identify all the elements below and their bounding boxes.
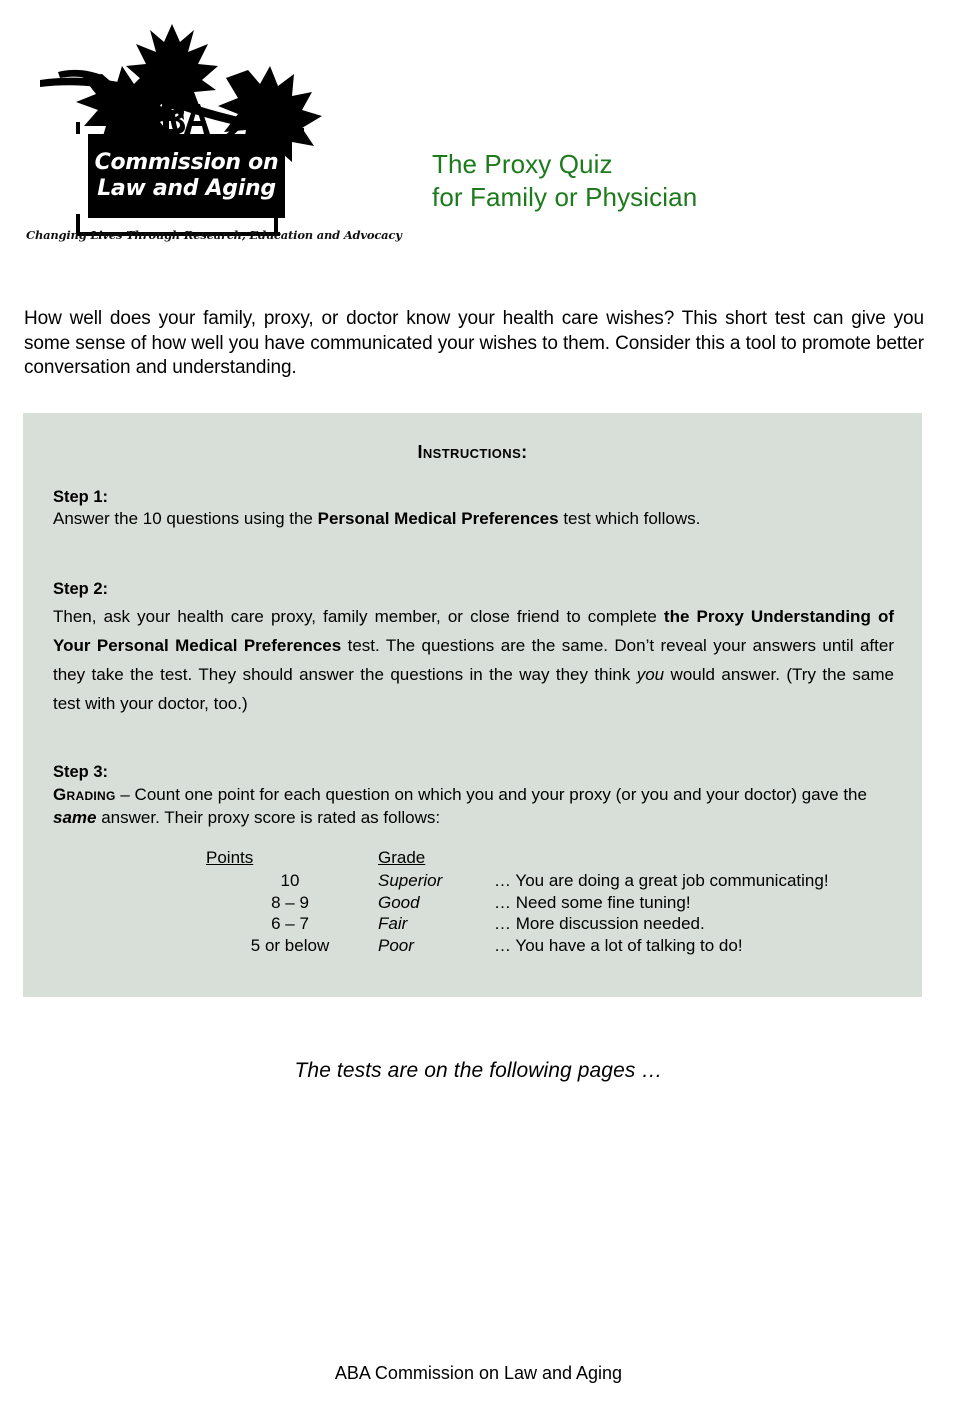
table-row (202, 892, 829, 914)
table-row (202, 913, 829, 935)
step-1-body (53, 508, 894, 530)
intro-paragraph: How well does your family, proxy, or doctor know your health care wishes? This short test can give you some sense of how well you have communicated your wishes to them. Consider this a tool to promote better conversation and understanding. (24, 308, 924, 378)
table-header-row (202, 847, 829, 870)
step-2-body (53, 602, 894, 718)
page-title (432, 148, 697, 214)
page-footer: ABA Commission on Law and Aging (334, 1363, 623, 1383)
table-row (202, 935, 829, 957)
step-3-text-bold-italic: same (53, 808, 97, 827)
table-row (202, 870, 829, 892)
step-2-text-part-1: Then, ask your health care proxy, family member, or close friend to complete (53, 607, 664, 626)
cell-grade: Poor (378, 936, 414, 956)
aba-logo (12, 8, 402, 246)
closing-note: The tests are on the following pages … (294, 1059, 663, 1082)
step-2-label: Step 2: (53, 580, 109, 598)
step-2-text-part-2: test. The questions are the same. Don’t reveal your answers until after they take the test. They should answer the questions in the way they think (53, 636, 894, 684)
step-3-text-part-2: answer. Their proxy score is rated as follows: (96, 808, 441, 827)
step-1-text-before: Answer the 10 questions using the (53, 509, 318, 528)
step-1-label: Step 1: (53, 488, 109, 506)
logo-name-line-1: Commission on (94, 150, 279, 175)
instruction-step-2 (53, 579, 894, 718)
page-title-line-1: The Proxy Quiz (432, 149, 613, 179)
instructions-panel (23, 413, 922, 997)
cell-note: … Need some fine tuning! (494, 892, 691, 912)
cell-grade: Good (378, 892, 420, 912)
logo-name-line-2: Law and Aging (97, 176, 276, 201)
step-3-text-part-1: – Count one point for each question on which you and your proxy (or you and your doctor) gave the (115, 785, 867, 804)
step-1-text-after: test which follows. (558, 509, 701, 528)
cell-points: 10 (280, 870, 300, 890)
step-3-label: Step 3: (53, 763, 109, 781)
page-title-line-2: for Family or Physician (432, 182, 698, 212)
step-2-text-italic: you (636, 665, 665, 684)
column-header-grade: Grade (378, 848, 426, 867)
cell-note: … You are doing a great job communicating! (494, 870, 829, 890)
step-1-text-bold: Personal Medical Preferences (317, 509, 559, 528)
cell-note: … More discussion needed. (494, 914, 705, 934)
grading-score-table (202, 847, 829, 957)
cell-points: 8 – 9 (271, 892, 309, 912)
cell-points: 6 – 7 (271, 914, 309, 934)
instruction-step-1 (53, 487, 894, 530)
instructions-heading: Instructions: (417, 442, 528, 462)
instruction-step-3 (53, 762, 894, 829)
logo-name-box (88, 134, 285, 218)
grading-keyword: Grading (53, 785, 116, 804)
step-2-text-part-3: would answer. (Try the same test with your doctor, too.) (53, 665, 894, 713)
column-header-points: Points (206, 848, 254, 867)
cell-grade: Fair (378, 914, 408, 934)
logo-tagline: Changing Lives Through Research, Education and Advocacy (26, 228, 402, 242)
cell-note: … You have a lot of talking to do! (494, 936, 743, 956)
cell-points: 5 or below (250, 936, 330, 956)
step-3-body (53, 783, 894, 829)
column-header-note (494, 847, 829, 870)
cell-grade: Superior (378, 870, 443, 890)
step-2-text-bold: the Proxy Understanding of Your Personal Medical Preferences (53, 607, 894, 655)
